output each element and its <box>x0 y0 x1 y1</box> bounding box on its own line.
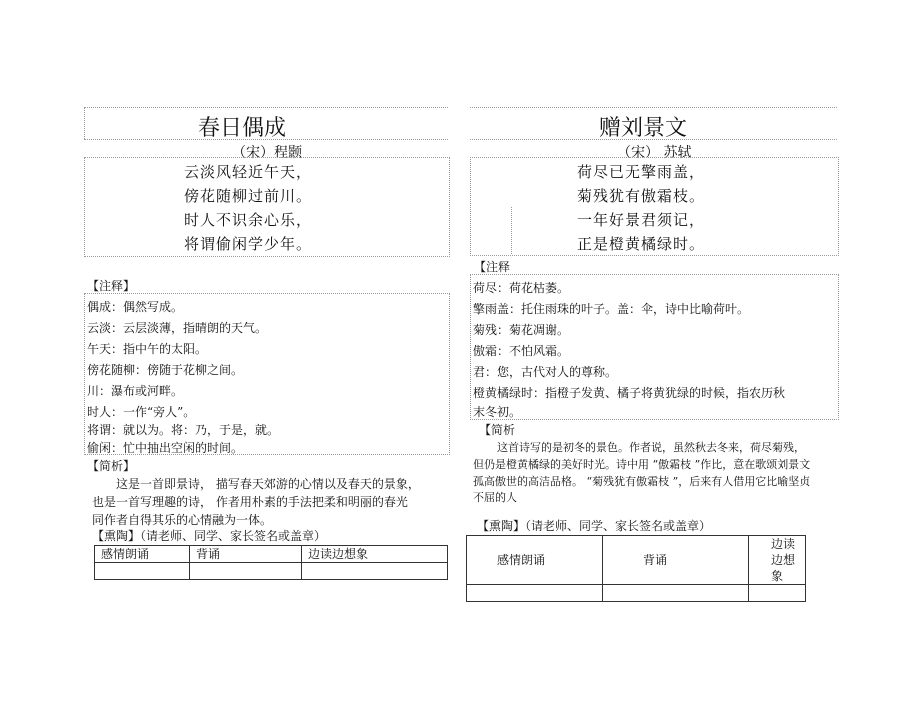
sign-table <box>466 535 806 602</box>
verse-line-1: 云淡风轻近午天， <box>184 163 313 181</box>
poem-author: （宋）程颢 <box>232 145 302 161</box>
sign-heading: 【熏陶】（请老师、同学、家长签名或盖章） <box>477 519 712 533</box>
title-top-rule <box>84 107 448 108</box>
verse-line-1: 荷尽已无擎雨盖， <box>577 163 706 181</box>
sign-cell[interactable] <box>467 585 603 602</box>
note-line: 荷尽：荷花枯萎。 <box>473 281 570 295</box>
analysis-line: 孤高傲世的高洁品格。 “菊残犹有傲霜枝 ”，后来有人借用它比喻坚贞 <box>473 475 811 488</box>
sign-input-row <box>467 585 806 602</box>
analysis-line: 但仍是橙黄橘绿的美好时光。诗中用 “傲霜枝 ”作比，意在歌颂刘景文 <box>473 458 811 471</box>
verse-line-2: 菊残犹有傲霜枝。 <box>577 187 706 205</box>
notes-heading: 【注释 <box>474 260 511 274</box>
verse-line-3: 一年好景君须记， <box>577 211 706 229</box>
note-line: 川：瀑布或河畔。 <box>87 384 184 398</box>
sign-col-memorize: 背诵 <box>190 546 302 563</box>
poem-title: 赠刘景文 <box>599 116 688 141</box>
sign-col-recite: 感情朗诵 <box>467 536 603 585</box>
sign-col-imagine: 边读边想象 <box>302 546 448 563</box>
verse-line-4: 将谓偷闲学少年。 <box>184 235 313 253</box>
note-line: 擎雨盖：托住雨珠的叶子。盖：伞，诗中比喻荷叶。 <box>473 302 750 316</box>
sign-header-row <box>95 546 448 563</box>
poem-author: （宋） 苏轼 <box>617 145 692 161</box>
analysis-line: 不屈的人 <box>473 491 517 504</box>
note-line: 将谓：就以为。将：乃，于是，就。 <box>87 423 280 437</box>
sign-cell[interactable] <box>190 563 302 580</box>
verse-line-3: 时人不识余心乐， <box>184 211 313 229</box>
verse-line-2: 傍花随柳过前川。 <box>184 187 313 205</box>
note-line: 偷闲：忙中抽出空闲的时间。 <box>87 441 244 455</box>
sign-input-row <box>95 563 448 580</box>
note-line: 菊残：菊花凋谢。 <box>473 323 570 337</box>
analysis-line: 这是一首即景诗， 描写春天郊游的心情以及春天的景象， <box>116 477 420 491</box>
note-line: 时人：一作“旁人”。 <box>87 405 196 419</box>
note-line: 君：您，古代对人的尊称。 <box>473 365 618 379</box>
sign-cell[interactable] <box>749 585 806 602</box>
sign-table <box>94 545 448 580</box>
sign-cell[interactable] <box>603 585 749 602</box>
sign-col-imagine: 边读边想象 <box>749 536 806 585</box>
poem-title: 春日偶成 <box>198 116 287 141</box>
note-line: 橙黄橘绿时：指橙子发黄、橘子将黄犹绿的时候，指农历秋 <box>473 386 786 400</box>
title-left-rule <box>84 107 85 139</box>
verse-box-inner-rule <box>511 207 512 254</box>
sign-col-memorize: 背诵 <box>603 536 749 585</box>
sign-cell[interactable] <box>95 563 190 580</box>
note-line: 傍花随柳：傍随于花柳之间。 <box>87 363 244 377</box>
analysis-line: 同作者自得其乐的心情融为一体。 <box>92 513 273 527</box>
verse-line-4: 正是橙黄橘绿时。 <box>577 235 706 253</box>
analysis-line: 也是一首写理趣的诗， 作者用朴素的手法把柔和明丽的春光 <box>92 495 408 509</box>
note-line: 云淡：云层淡薄，指晴朗的天气。 <box>87 321 268 335</box>
sign-col-recite: 感情朗诵 <box>95 546 190 563</box>
note-line: 傲霜：不怕风霜。 <box>473 344 570 358</box>
analysis-line: 这首诗写的是初冬的景色。作者说，虽然秋去冬来，荷尽菊残， <box>497 441 805 454</box>
sign-heading: 【熏陶】（请老师、同学、家长签名或盖章） <box>92 529 327 543</box>
sign-header-row <box>467 536 806 585</box>
title-top-rule <box>470 107 837 108</box>
note-line: 午天：指中午的太阳。 <box>87 342 208 356</box>
note-line: 末冬初。 <box>473 405 522 419</box>
note-line: 偶成：偶然写成。 <box>87 300 184 314</box>
analysis-heading: 【简析 <box>479 423 516 437</box>
analysis-heading: 【简析】 <box>87 459 136 473</box>
notes-heading: 【注释】 <box>87 279 136 293</box>
sign-cell[interactable] <box>302 563 448 580</box>
